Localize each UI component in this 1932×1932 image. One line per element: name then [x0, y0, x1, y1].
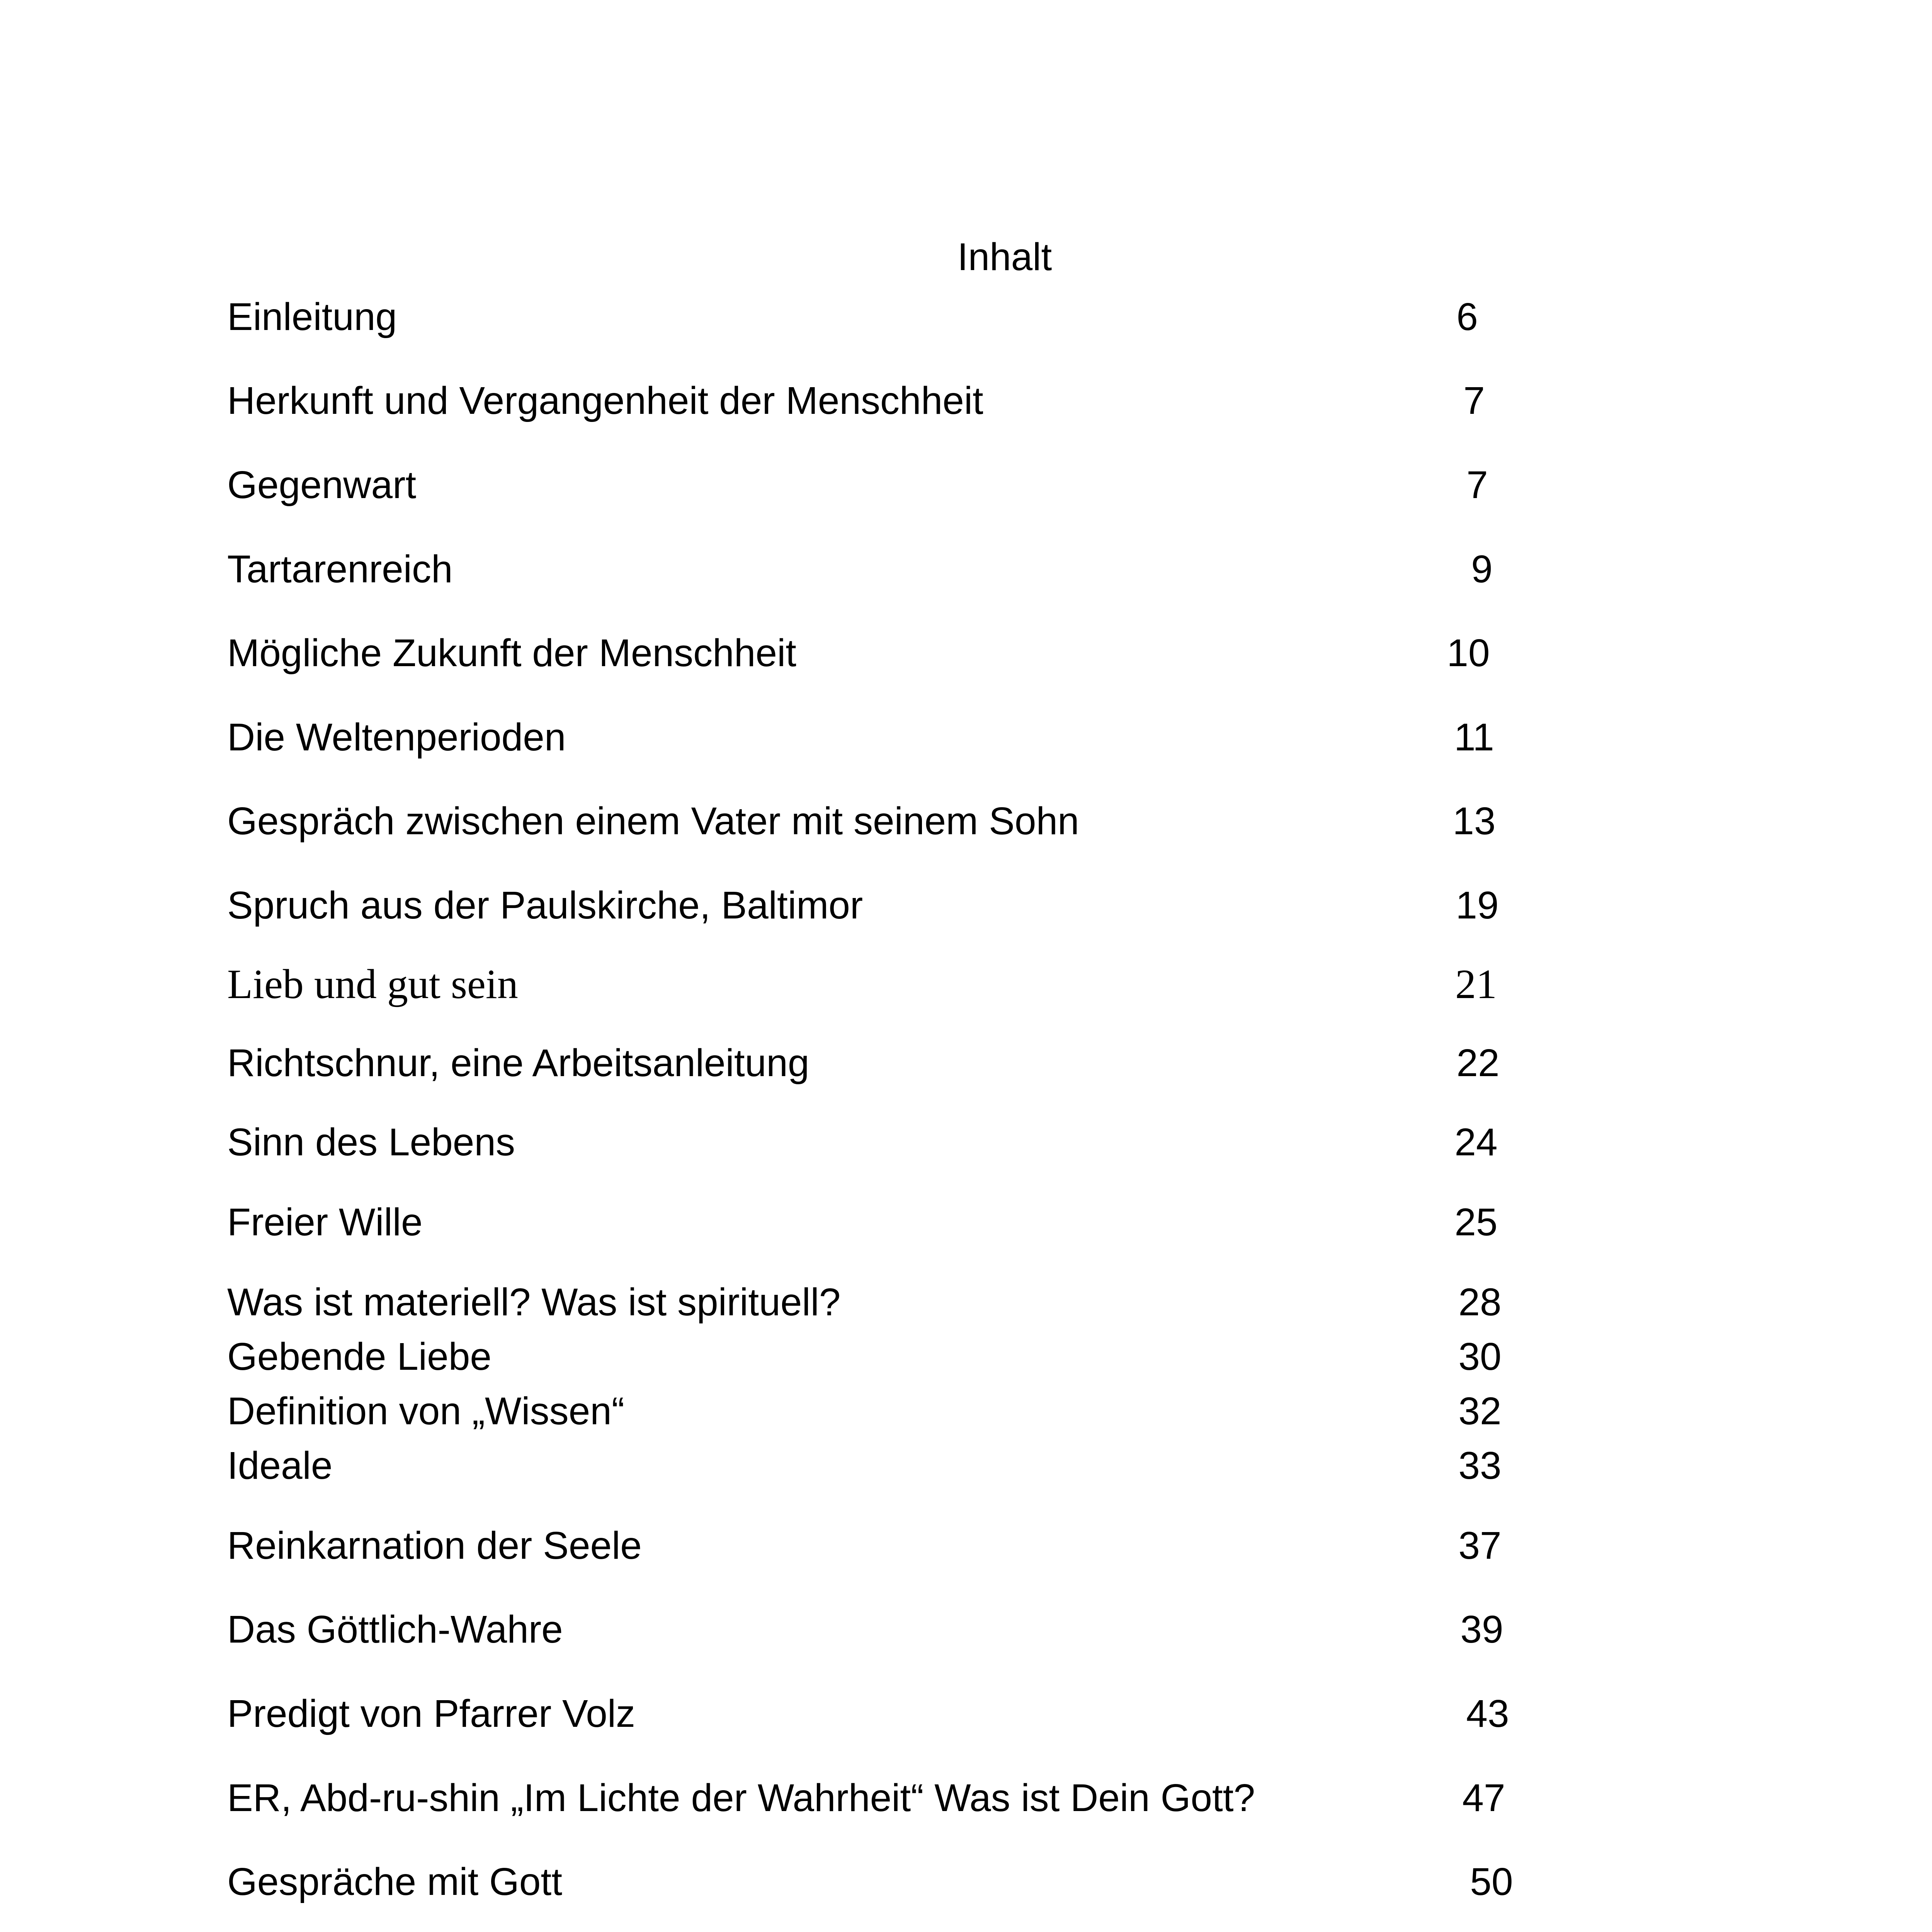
toc-entry-page-number: 21 — [1455, 961, 1497, 1007]
toc-entry — [0, 1197, 1932, 1247]
toc-entry-page-number: 9 — [1471, 548, 1493, 591]
toc-entry-page-number: 13 — [1452, 799, 1496, 843]
toc-entry-page-number: 22 — [1456, 1041, 1500, 1085]
toc-entry-title: Mögliche Zukunft der Menschheit — [227, 631, 796, 675]
toc-entry — [0, 1117, 1932, 1167]
toc-entry-title: Richtschnur, eine Arbeitsanleitung — [227, 1041, 810, 1085]
toc-entry — [0, 959, 1932, 1010]
toc-entry-page-number: 11 — [1454, 716, 1494, 759]
toc-entry-title: Das Göttlich-Wahre — [227, 1608, 563, 1651]
toc-entry-page-number: 19 — [1456, 884, 1499, 927]
toc-entry — [0, 712, 1932, 762]
toc-entry-title: Was ist materiell? Was ist spirituell? — [227, 1281, 841, 1324]
toc-entry-page-number: 47 — [1462, 1776, 1505, 1820]
toc-entry-title: Tartarenreich — [227, 548, 453, 591]
toc-entry-title: Sinn des Lebens — [227, 1121, 515, 1164]
toc-entry-title: ER, Abd-ru-shin „Im Lichte der Wahrheit“ Was ist Dein Gott? — [227, 1776, 1255, 1820]
toc-entry-title: Spruch aus der Paulskirche, Baltimor — [227, 884, 863, 927]
toc-entry-page-number: 28 — [1458, 1281, 1502, 1324]
toc-entry-page-number: 7 — [1463, 379, 1485, 422]
toc-entry-title: Gespräch zwischen einem Vater mit seinem Sohn — [227, 799, 1079, 843]
toc-entry — [0, 1440, 1932, 1491]
toc-entry — [0, 1857, 1932, 1907]
toc-entry — [0, 460, 1932, 510]
toc-entry-page-number: 6 — [1456, 295, 1478, 338]
toc-entry — [0, 292, 1932, 342]
toc-entry — [0, 376, 1932, 426]
toc-entry-title: Ideale — [227, 1444, 333, 1487]
toc-entry-page-number: 10 — [1447, 631, 1490, 675]
toc-entry — [0, 1604, 1932, 1655]
toc-entry-title: Lieb und gut sein — [227, 961, 518, 1007]
toc-entry-page-number: 33 — [1458, 1444, 1502, 1487]
toc-entry-title: Gegenwart — [227, 463, 417, 507]
toc-entry — [0, 1332, 1932, 1382]
toc-entry-title: Definition von „Wissen“ — [227, 1389, 625, 1433]
toc-entry-page-number: 50 — [1470, 1860, 1513, 1903]
toc-entry-page-number: 39 — [1460, 1608, 1503, 1651]
toc-entry — [0, 1773, 1932, 1823]
toc-entry-title: Freier Wille — [227, 1201, 423, 1244]
toc-entry-page-number: 7 — [1466, 463, 1488, 507]
toc-entry-title: Die Weltenperioden — [227, 716, 566, 759]
toc-entry — [0, 544, 1932, 594]
toc-entry — [0, 1689, 1932, 1739]
toc-entry-title: Reinkarnation der Seele — [227, 1524, 642, 1567]
toc-entry — [0, 1386, 1932, 1436]
toc-entry — [0, 1038, 1932, 1088]
toc-entry — [0, 880, 1932, 930]
toc-entry-page-number: 24 — [1454, 1121, 1498, 1164]
toc-entry-title: Gebende Liebe — [227, 1335, 492, 1378]
toc-entry — [0, 1520, 1932, 1571]
toc-entry-title: Predigt von Pfarrer Volz — [227, 1692, 636, 1735]
toc-entry-title: Herkunft und Vergangenheit der Menschheit — [227, 379, 983, 422]
toc-entry-page-number: 25 — [1454, 1201, 1498, 1244]
toc-entry-page-number: 30 — [1458, 1335, 1502, 1378]
toc-entry-page-number: 32 — [1458, 1389, 1502, 1433]
toc-entry-title: Gespräche mit Gott — [227, 1860, 562, 1903]
toc-entry — [0, 796, 1932, 846]
toc-entry — [0, 628, 1932, 678]
page-title: Inhalt — [957, 235, 1052, 279]
toc-entry-page-number: 43 — [1466, 1692, 1509, 1735]
toc-entry — [0, 1277, 1932, 1327]
toc-entry-title: Einleitung — [227, 295, 397, 338]
toc-entry-page-number: 37 — [1458, 1524, 1502, 1567]
